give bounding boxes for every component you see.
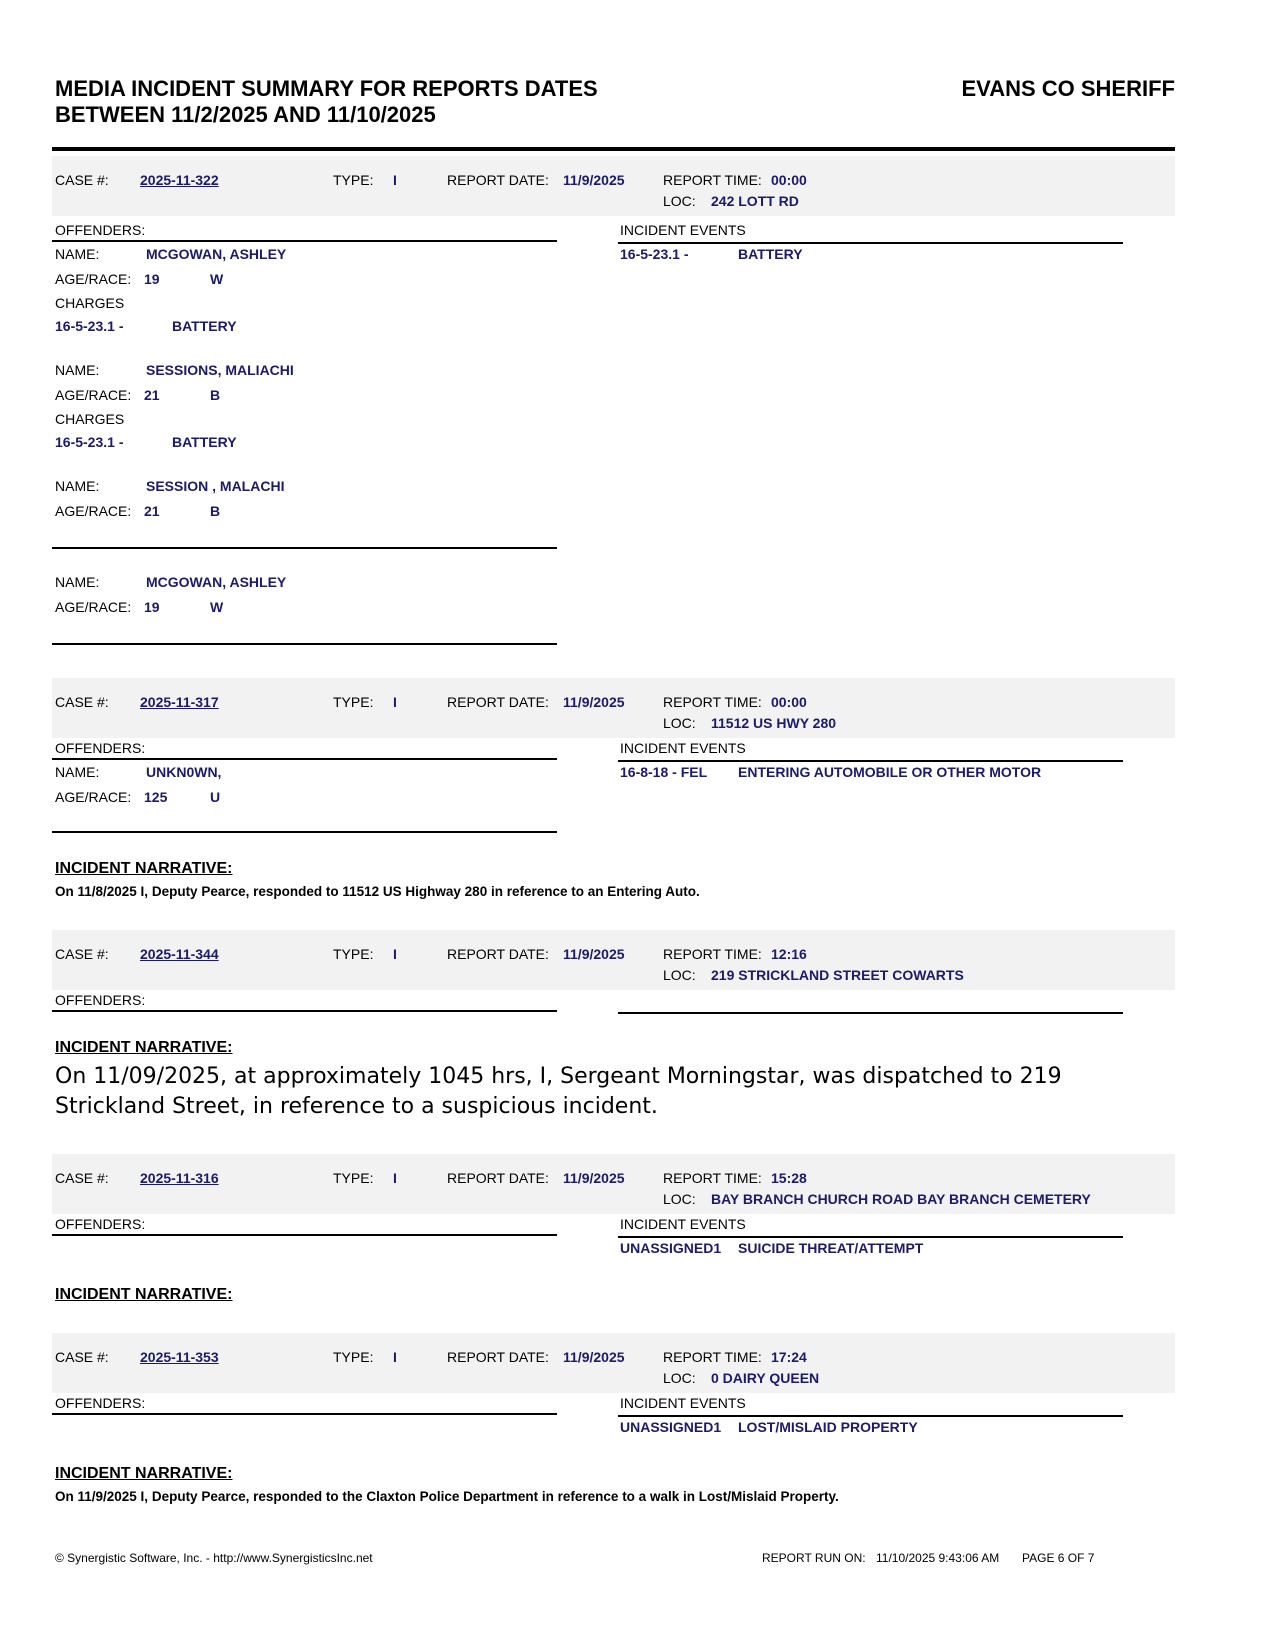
age-race-label: AGE/RACE:	[55, 271, 132, 287]
offender-name: SESSION , MALACHI	[146, 478, 285, 494]
report-time-label: REPORT TIME:	[663, 1349, 762, 1365]
case-number-link[interactable]: 2025-11-353	[140, 1349, 219, 1365]
offenders-label: OFFENDERS:	[55, 1395, 146, 1411]
section-divider	[52, 758, 557, 760]
offender-name: MCGOWAN, ASHLEY	[146, 574, 287, 590]
header-divider	[52, 147, 1175, 151]
narrative-text: On 11/8/2025 I, Deputy Pearce, responded to 11512 US Highway 280 in reference to an Entering Auto.	[55, 884, 700, 899]
age-race-label: AGE/RACE:	[55, 789, 132, 805]
charge-code: 16-5-23.1 -	[55, 318, 124, 334]
report-time-label: REPORT TIME:	[663, 1170, 762, 1186]
report-title-line1: MEDIA INCIDENT SUMMARY FOR REPORTS DATES	[55, 76, 598, 101]
name-label: NAME:	[55, 246, 100, 262]
event-code: UNASSIGNED1	[620, 1240, 722, 1256]
event-description: ENTERING AUTOMOBILE OR OTHER MOTOR	[738, 764, 1042, 780]
case-header	[52, 1333, 1175, 1393]
offender-age: 19	[144, 271, 160, 287]
type-label: TYPE:	[333, 1170, 374, 1186]
event-code: 16-5-23.1 -	[620, 246, 689, 262]
charges-label: CHARGES	[55, 295, 125, 311]
footer-copyright: © Synergistic Software, Inc. - http://www.SynergisticsInc.net	[55, 1551, 373, 1565]
case-label: CASE #:	[55, 172, 109, 188]
offender-race: U	[210, 789, 221, 805]
case-number-link[interactable]: 2025-11-316	[140, 1170, 219, 1186]
section-divider	[52, 1234, 557, 1236]
case-header	[52, 1154, 1175, 1214]
case-header	[52, 930, 1175, 990]
offenders-label: OFFENDERS:	[55, 992, 146, 1008]
page-number: PAGE 6 OF 7	[1022, 1551, 1095, 1565]
event-code: UNASSIGNED1	[620, 1419, 722, 1435]
case-header	[52, 156, 1175, 216]
report-time-value: 00:00	[771, 694, 807, 710]
section-divider	[52, 240, 557, 242]
case-number-link[interactable]: 2025-11-322	[140, 172, 219, 188]
case-number-link[interactable]: 2025-11-344	[140, 946, 219, 962]
charge-code: 16-5-23.1 -	[55, 434, 124, 450]
loc-label: LOC:	[663, 1191, 696, 1207]
age-race-label: AGE/RACE:	[55, 599, 132, 615]
incident-events-label: INCIDENT EVENTS	[620, 222, 746, 238]
report-time-label: REPORT TIME:	[663, 172, 762, 188]
name-label: NAME:	[55, 362, 100, 378]
loc-value: 219 STRICKLAND STREET COWARTS	[711, 967, 964, 983]
loc-label: LOC:	[663, 715, 696, 731]
incident-events-label: INCIDENT EVENTS	[620, 740, 746, 756]
section-divider	[618, 1236, 1123, 1238]
case-label: CASE #:	[55, 1349, 109, 1365]
report-time-value: 00:00	[771, 172, 807, 188]
type-label: TYPE:	[333, 694, 374, 710]
section-divider	[52, 1413, 557, 1415]
section-divider	[618, 1415, 1123, 1417]
loc-value: 0 DAIRY QUEEN	[711, 1370, 820, 1386]
charge-description: BATTERY	[172, 434, 237, 450]
case-label: CASE #:	[55, 694, 109, 710]
section-divider	[52, 547, 557, 549]
type-label: TYPE:	[333, 946, 374, 962]
report-title-line2: BETWEEN 11/2/2025 AND 11/10/2025	[55, 102, 436, 127]
incident-events-label: INCIDENT EVENTS	[620, 1395, 746, 1411]
loc-value: BAY BRANCH CHURCH ROAD BAY BRANCH CEMETERY	[711, 1191, 1091, 1207]
type-value: I	[393, 694, 397, 710]
report-date-label: REPORT DATE:	[447, 1170, 549, 1186]
type-value: I	[393, 1170, 397, 1186]
name-label: NAME:	[55, 574, 100, 590]
narrative-heading: INCIDENT NARRATIVE:	[55, 1465, 233, 1482]
age-race-label: AGE/RACE:	[55, 503, 132, 519]
report-date-value: 11/9/2025	[563, 172, 625, 188]
narrative-heading: INCIDENT NARRATIVE:	[55, 1286, 233, 1303]
offender-name: SESSIONS, MALIACHI	[146, 362, 294, 378]
narrative-heading: INCIDENT NARRATIVE:	[55, 860, 233, 877]
section-divider	[52, 1010, 557, 1012]
report-date-label: REPORT DATE:	[447, 946, 549, 962]
event-description: BATTERY	[738, 246, 803, 262]
type-value: I	[393, 1349, 397, 1365]
report-time-value: 17:24	[771, 1349, 807, 1365]
case-header	[52, 678, 1175, 738]
loc-label: LOC:	[663, 967, 696, 983]
offender-race: B	[210, 503, 221, 519]
report-date-value: 11/9/2025	[563, 1170, 625, 1186]
report-date-value: 11/9/2025	[563, 946, 625, 962]
case-label: CASE #:	[55, 946, 109, 962]
narrative-text: On 11/9/2025 I, Deputy Pearce, responded to the Claxton Police Department in reference to a walk in Lost/Mislaid Property.	[55, 1489, 839, 1504]
offenders-label: OFFENDERS:	[55, 740, 146, 756]
section-divider	[618, 1012, 1123, 1014]
section-divider	[52, 831, 557, 833]
offenders-label: OFFENDERS:	[55, 222, 146, 238]
loc-value: 242 LOTT RD	[711, 193, 799, 209]
offender-name: MCGOWAN, ASHLEY	[146, 246, 287, 262]
offender-age: 21	[144, 387, 160, 403]
loc-value: 11512 US HWY 280	[711, 715, 837, 731]
case-label: CASE #:	[55, 1170, 109, 1186]
report-date-label: REPORT DATE:	[447, 694, 549, 710]
charge-description: BATTERY	[172, 318, 237, 334]
type-value: I	[393, 172, 397, 188]
loc-label: LOC:	[663, 1370, 696, 1386]
report-time-value: 15:28	[771, 1170, 807, 1186]
section-divider	[618, 242, 1123, 244]
case-number-link[interactable]: 2025-11-317	[140, 694, 219, 710]
offender-age: 125	[144, 789, 168, 805]
event-code: 16-8-18 - FEL	[620, 764, 708, 780]
report-time-value: 12:16	[771, 946, 807, 962]
report-title	[55, 76, 598, 128]
name-label: NAME:	[55, 764, 100, 780]
report-time-label: REPORT TIME:	[663, 946, 762, 962]
incident-events-label: INCIDENT EVENTS	[620, 1216, 746, 1232]
offender-age: 19	[144, 599, 160, 615]
report-date-value: 11/9/2025	[563, 694, 625, 710]
type-label: TYPE:	[333, 172, 374, 188]
offender-race: W	[210, 599, 224, 615]
name-label: NAME:	[55, 478, 100, 494]
report-date-label: REPORT DATE:	[447, 1349, 549, 1365]
type-label: TYPE:	[333, 1349, 374, 1365]
report-run-label: REPORT RUN ON:	[762, 1551, 866, 1565]
offenders-label: OFFENDERS:	[55, 1216, 146, 1232]
offender-race: W	[210, 271, 224, 287]
agency-name: EVANS CO SHERIFF	[961, 76, 1175, 101]
narrative-text: On 11/09/2025, at approximately 1045 hrs, I, Sergeant Morningstar, was dispatched to 219 Strickland Street, in reference to a suspicious incident.	[55, 1064, 1062, 1119]
report-date-value: 11/9/2025	[563, 1349, 625, 1365]
section-divider	[618, 760, 1123, 762]
offender-age: 21	[144, 503, 160, 519]
loc-label: LOC:	[663, 193, 696, 209]
type-value: I	[393, 946, 397, 962]
event-description: SUICIDE THREAT/ATTEMPT	[738, 1240, 924, 1256]
offender-race: B	[210, 387, 221, 403]
report-time-label: REPORT TIME:	[663, 694, 762, 710]
report-date-label: REPORT DATE:	[447, 172, 549, 188]
section-divider	[52, 643, 557, 645]
report-run-value: 11/10/2025 9:43:06 AM	[876, 1551, 1000, 1565]
age-race-label: AGE/RACE:	[55, 387, 132, 403]
narrative-heading: INCIDENT NARRATIVE:	[55, 1039, 233, 1056]
charges-label: CHARGES	[55, 411, 125, 427]
event-description: LOST/MISLAID PROPERTY	[738, 1419, 918, 1435]
offender-name: UNKN0WN,	[146, 764, 222, 780]
